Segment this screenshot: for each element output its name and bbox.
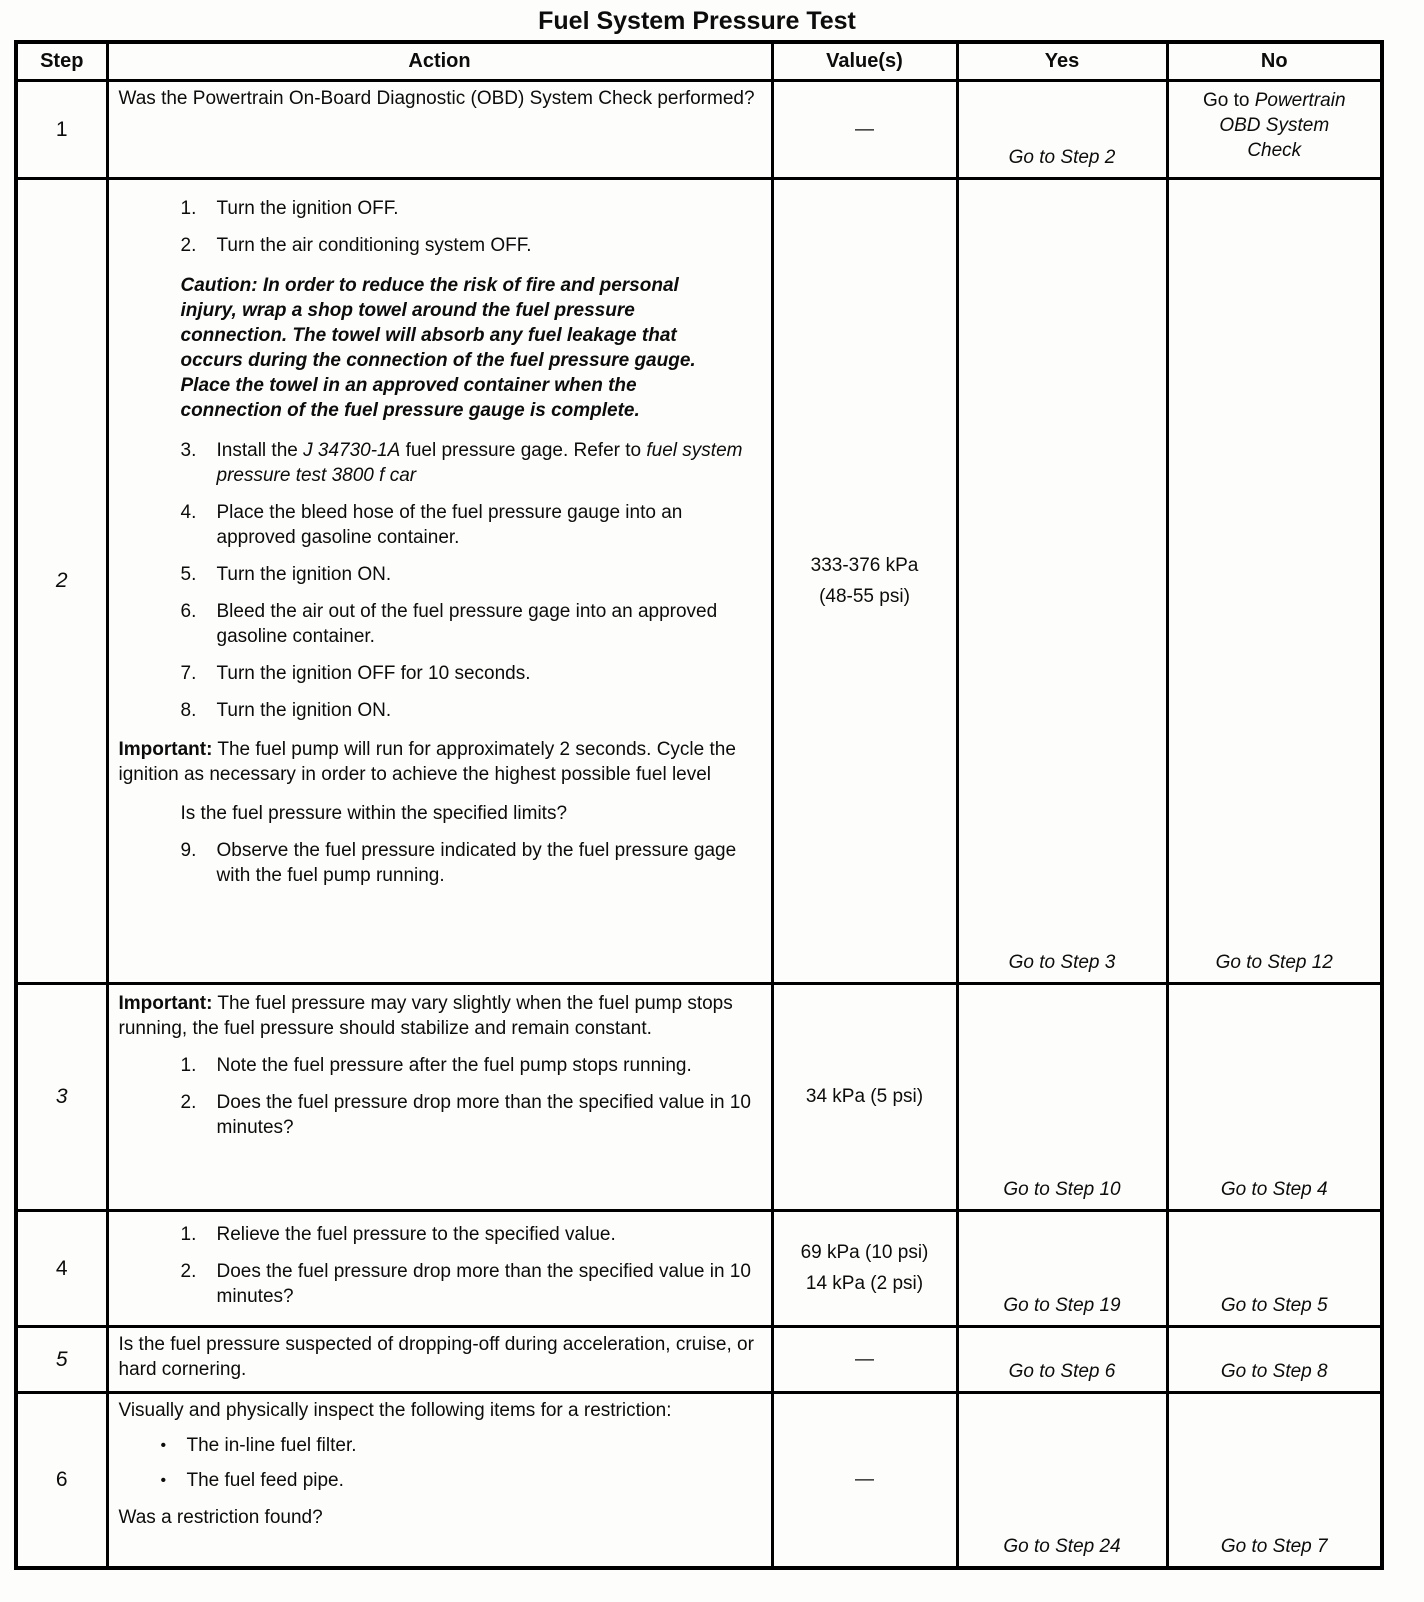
list-text: Turn the ignition OFF for 10 seconds. (216, 662, 531, 684)
action-list-item (181, 661, 761, 686)
value-cell (772, 1392, 957, 1568)
list-number: 1. (180, 1054, 197, 1076)
goto-step-text: Go to Step 7 (1220, 1536, 1328, 1557)
goto-step-text: Go to Step 4 (1220, 1178, 1328, 1200)
list-text: Turn the air conditioning system OFF. (216, 234, 532, 256)
procedure-reference: fuel system pressure test 3800 f car (216, 439, 743, 486)
list-number: 6. (180, 600, 197, 622)
goto-step-text: Go to Step 3 (1008, 951, 1116, 973)
action-cell (107, 983, 772, 1210)
goto-step-text: Go to Step 2 (1008, 146, 1116, 168)
list-number: 2. (180, 1260, 197, 1282)
step-number: 5 (16, 1326, 107, 1392)
action-cell (107, 80, 772, 178)
yes-cell (957, 1210, 1167, 1326)
value-line: 69 kPa (10 psi) (800, 1242, 929, 1263)
yes-cell (957, 1326, 1167, 1392)
value-dash: — (855, 1348, 874, 1370)
goto-target: Powertrain (1254, 89, 1346, 111)
no-cell (1167, 80, 1382, 178)
fuel-system-pressure-test-table (14, 40, 1384, 1570)
no-cell (1167, 1210, 1382, 1326)
tool-number: J 34730-1A (303, 439, 401, 461)
bullet-icon: • (160, 1471, 167, 1489)
table-row-step-4 (16, 1210, 1382, 1326)
action-list-item (181, 599, 761, 649)
goto-step-text: Go to Step 6 (1008, 1360, 1116, 1382)
list-number: 1. (180, 197, 197, 219)
list-number: 5. (180, 563, 197, 585)
goto-reference-line: Check (1247, 139, 1302, 161)
value-cell (772, 983, 957, 1210)
action-list-item (181, 1259, 761, 1309)
list-text: Bleed the air out of the fuel pressure gage into an approved gasoline container. (216, 600, 718, 647)
action-cell (107, 1210, 772, 1326)
text-segment: fuel pressure gage. Refer to (400, 439, 647, 461)
goto-step-text: Go to Step 10 (1003, 1178, 1121, 1200)
important-label: Important: (118, 738, 213, 760)
no-cell (1167, 1326, 1382, 1392)
page-title: Fuel System Pressure Test (538, 7, 856, 35)
list-text: Observe the fuel pressure indicated by the fuel pressure gage with the fuel pump running. (216, 839, 737, 886)
action-cell (107, 1392, 772, 1568)
bullet-text: The fuel feed pipe. (186, 1469, 344, 1491)
action-list-item (181, 1053, 761, 1078)
list-text: Does the fuel pressure drop more than the specified value in 10 minutes? (216, 1260, 751, 1307)
goto-prefix: Go to (1202, 89, 1255, 111)
header-cell-action: Action (107, 42, 772, 80)
list-number: 4. (180, 501, 197, 523)
no-cell (1167, 1392, 1382, 1568)
list-text: Note the fuel pressure after the fuel pump stops running. (216, 1054, 692, 1076)
list-number: 8. (180, 699, 197, 721)
important-text: The fuel pressure may vary slightly when the fuel pump stops running, the fuel pressure should stabilize and remain constant. (118, 992, 733, 1039)
goto-reference-line (1179, 88, 1371, 113)
yes-cell (957, 178, 1167, 983)
important-text: The fuel pump will run for approximately 2 seconds. Cycle the ignition as necessary in order to achieve the highest possible fuel level (118, 738, 736, 785)
action-list-item (181, 196, 761, 221)
goto-step-text: Go to Step 5 (1220, 1294, 1328, 1316)
list-text: Turn the ignition ON. (216, 563, 392, 585)
question-text: Is the fuel pressure within the specified limits? (180, 802, 568, 824)
bullet-list-item (161, 1468, 761, 1493)
table-row-step-1 (16, 80, 1382, 178)
action-list-item (181, 233, 761, 258)
header-cell-values: Value(s) (772, 42, 957, 80)
value-cell (772, 178, 957, 983)
table-row-step-5 (16, 1326, 1382, 1392)
action-list-item (181, 500, 761, 550)
no-cell (1167, 178, 1382, 983)
action-text: Is the fuel pressure suspected of dropping-off during acceleration, cruise, or hard cornering. (118, 1333, 754, 1380)
yes-cell (957, 80, 1167, 178)
bullet-list-item (161, 1433, 761, 1458)
list-number: 3. (180, 439, 197, 461)
table-row-step-2 (16, 178, 1382, 983)
header-cell-yes: Yes (957, 42, 1167, 80)
yes-cell (957, 983, 1167, 1210)
list-text: Place the bleed hose of the fuel pressure gauge into an approved gasoline container. (216, 501, 683, 548)
value-cell (772, 1210, 957, 1326)
action-intro-text: Visually and physically inspect the following items for a restriction: (118, 1399, 672, 1421)
list-number: 2. (180, 234, 197, 256)
important-label: Important: (118, 992, 213, 1014)
action-list-item (181, 562, 761, 587)
table-row-step-3 (16, 983, 1382, 1210)
value-cell (772, 80, 957, 178)
goto-step-text: Go to Step 24 (1003, 1536, 1121, 1557)
bullet-text: The in-line fuel filter. (186, 1434, 357, 1456)
value-dash: — (855, 1469, 874, 1491)
table-header-row (16, 42, 1382, 80)
header-cell-no: No (1167, 42, 1382, 80)
value-kpa: 333-376 kPa (810, 554, 919, 576)
action-list-item (181, 1090, 761, 1140)
action-cell (107, 178, 772, 983)
list-text: Turn the ignition OFF. (216, 197, 399, 219)
goto-step-text: Go to Step 19 (1003, 1294, 1121, 1316)
action-list-item (181, 1222, 761, 1247)
list-number: 9. (180, 839, 197, 861)
value-psi: (48-55 psi) (819, 585, 910, 607)
value-text: 34 kPa (5 psi) (805, 1086, 924, 1107)
no-cell (1167, 983, 1382, 1210)
list-text: Relieve the fuel pressure to the specified value. (216, 1223, 616, 1245)
caution-text: Caution: In order to reduce the risk of fire and personal injury, wrap a shop towel around the fuel pressure connection. The towel will absorb any fuel leakage that occurs during the connection of the fuel pressure gauge. Place the towel in an approved container when the connection of the fuel pressure gauge is complete. (180, 274, 696, 421)
value-cell (772, 1326, 957, 1392)
value-dash: — (855, 118, 874, 140)
action-list-item (181, 698, 761, 723)
list-number: 1. (180, 1223, 197, 1245)
yes-cell (957, 1392, 1167, 1568)
list-text: Does the fuel pressure drop more than the specified value in 10 minutes? (216, 1091, 751, 1138)
step-number: 1 (16, 80, 107, 178)
list-number: 2. (180, 1091, 197, 1113)
list-number: 7. (180, 662, 197, 684)
action-text: Was the Powertrain On-Board Diagnostic (OBD) System Check performed? (118, 87, 755, 109)
action-cell (107, 1326, 772, 1392)
step-number: 2 (16, 178, 107, 983)
text-segment: Install the (216, 439, 304, 461)
question-text: Was a restriction found? (118, 1506, 323, 1528)
bullet-icon: • (160, 1436, 167, 1454)
important-note (119, 737, 761, 787)
list-text (217, 438, 761, 488)
step-number: 4 (16, 1210, 107, 1326)
list-text: Turn the ignition ON. (216, 699, 392, 721)
goto-reference-line: OBD System (1219, 114, 1330, 136)
action-list-item (181, 838, 761, 888)
header-cell-step: Step (16, 42, 107, 80)
goto-step-text: Go to Step 8 (1220, 1360, 1328, 1382)
table-row-step-6 (16, 1392, 1382, 1568)
action-list-item (181, 438, 761, 488)
step-number: 6 (16, 1392, 107, 1568)
goto-step-text: Go to Step 12 (1215, 951, 1333, 973)
step-number: 3 (16, 983, 107, 1210)
value-line: 14 kPa (2 psi) (805, 1273, 924, 1294)
important-note (119, 991, 761, 1041)
